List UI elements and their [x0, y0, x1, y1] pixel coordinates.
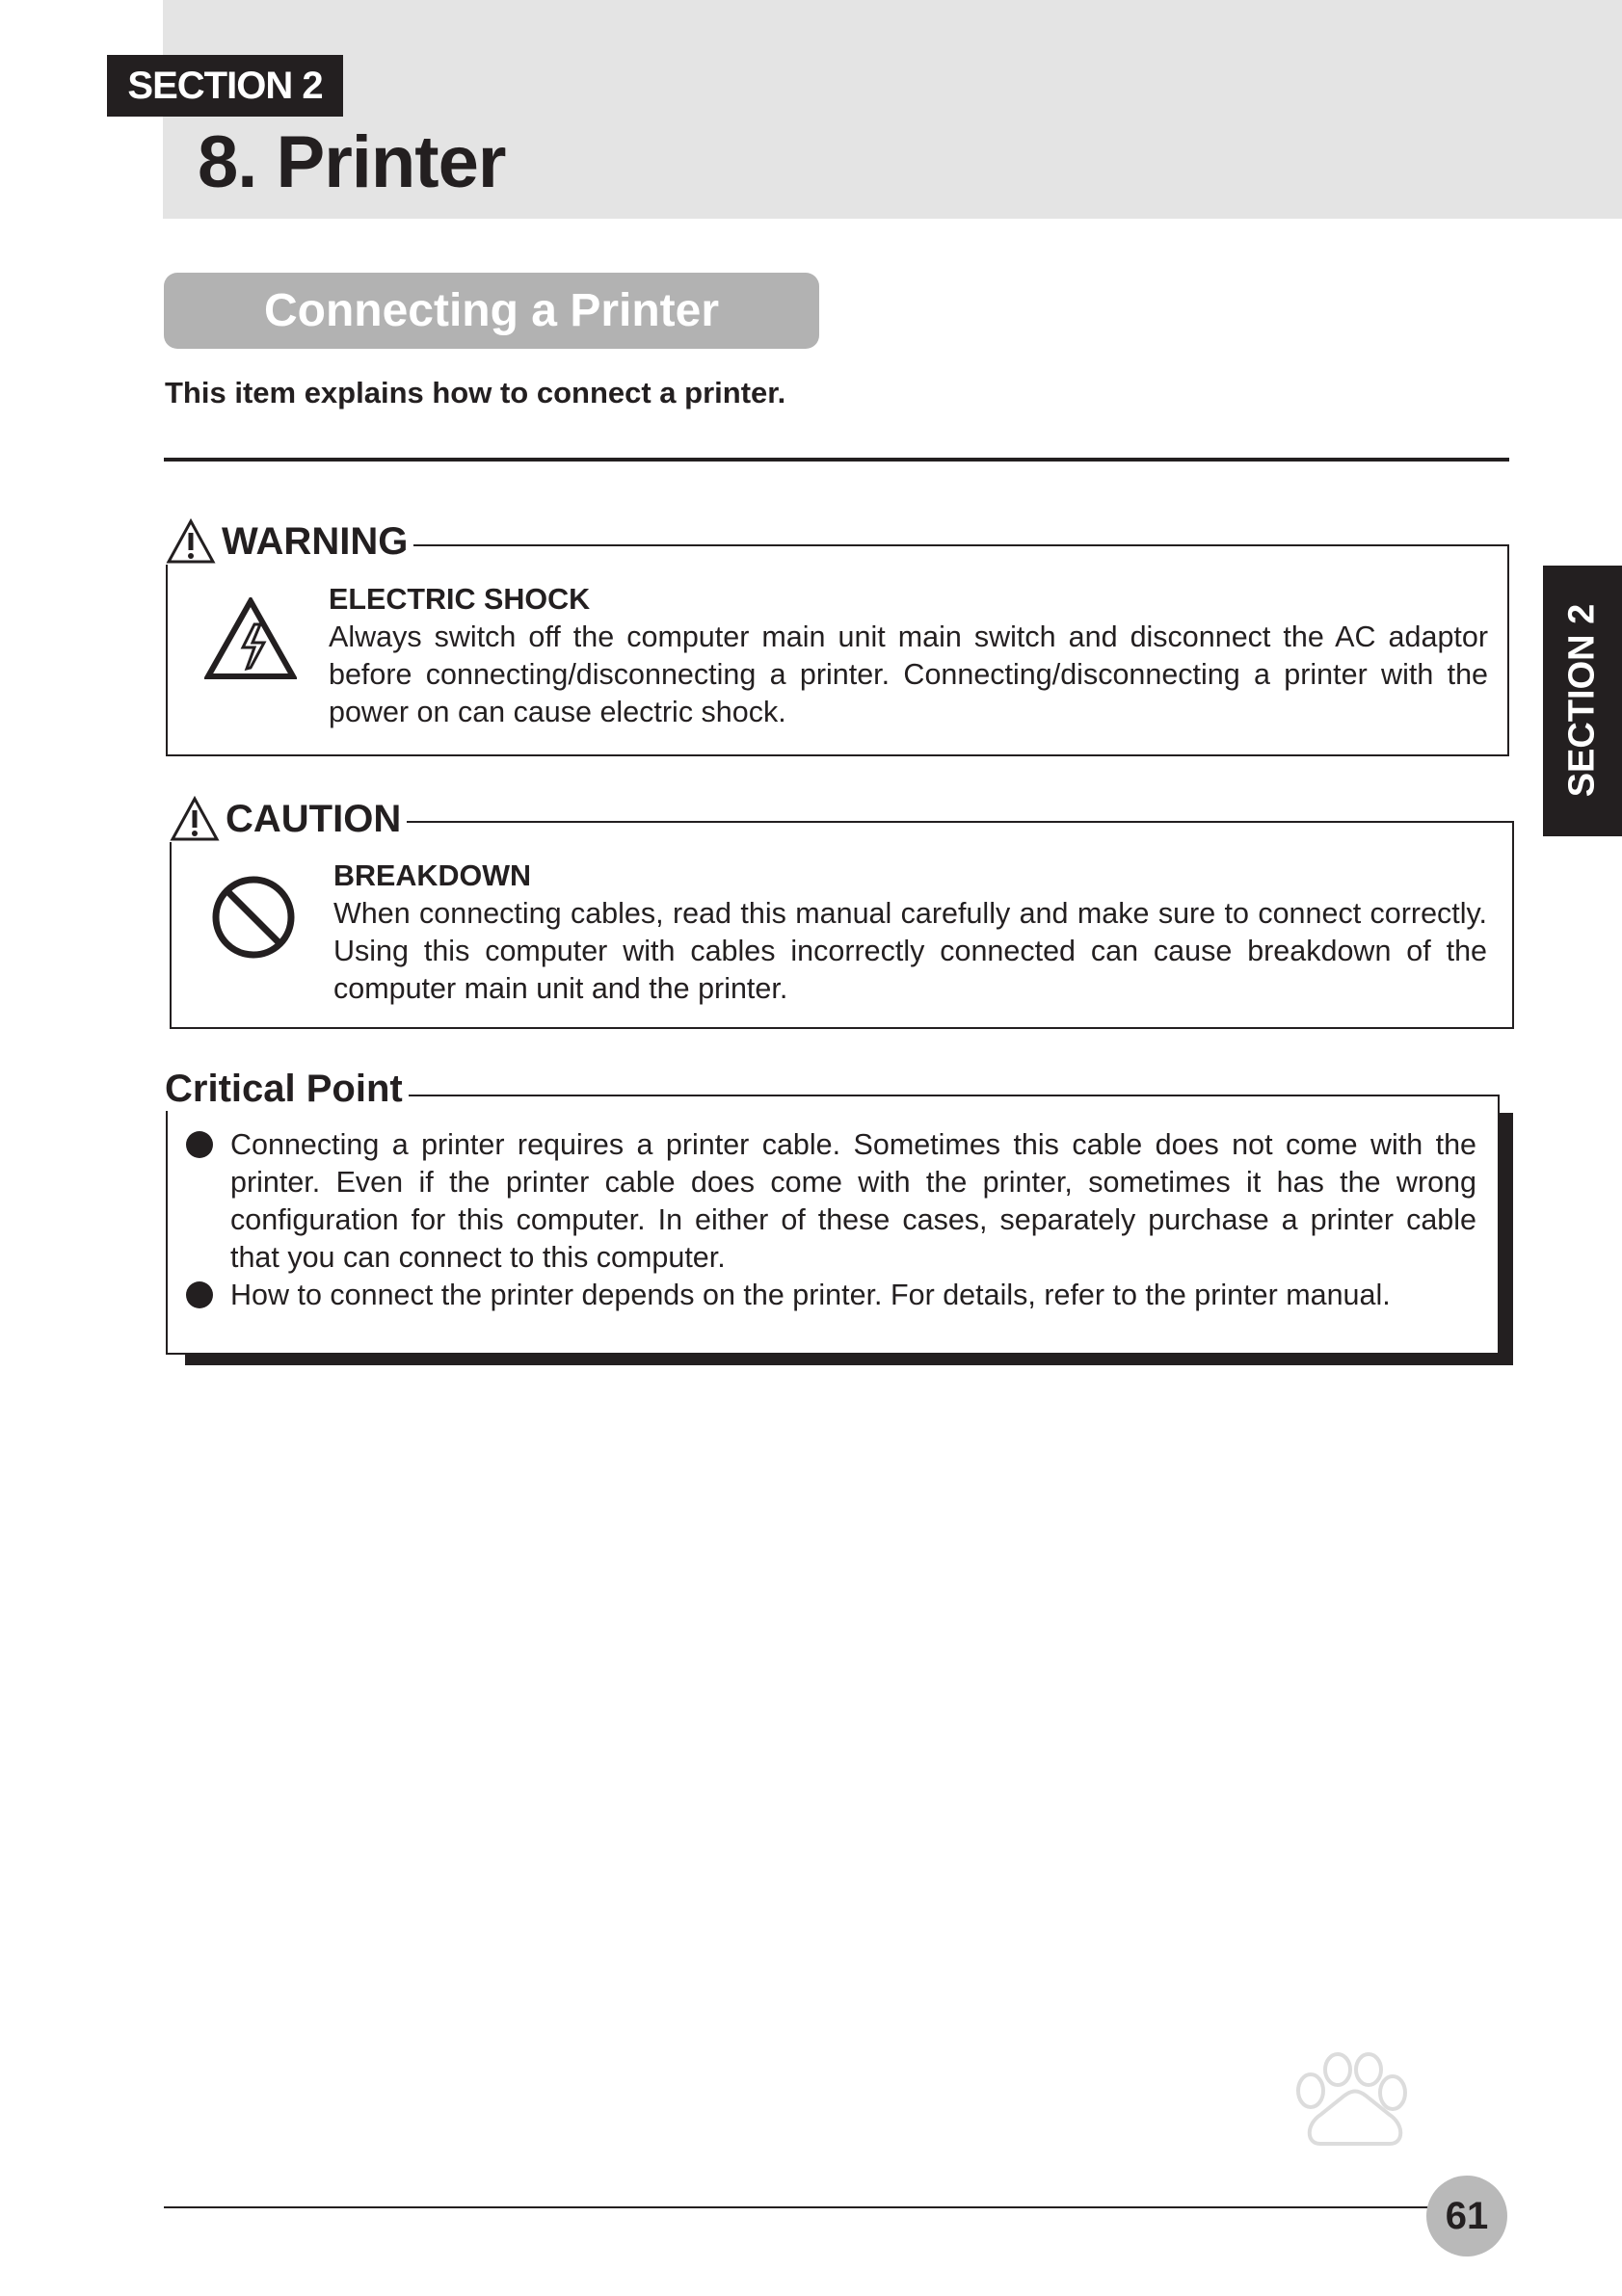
- electric-shock-icon: [204, 597, 297, 680]
- section-label: SECTION 2: [107, 55, 343, 117]
- page-number: 61: [1426, 2176, 1507, 2256]
- bullet-icon: [186, 1281, 213, 1308]
- list-item: [186, 1277, 1476, 1314]
- side-tab-label: SECTION 2: [1561, 603, 1603, 798]
- critical-point-heading: Critical Point: [165, 1068, 409, 1111]
- warning-triangle-icon: [166, 518, 216, 565]
- divider: [164, 458, 1509, 462]
- caution-body: When connecting cables, read this manual carefully and make sure to connect correctly. Using this computer with cables incorrectly connected can cause breakdown of the computer main unit and the printer.: [333, 897, 1487, 1005]
- warning-heading: [166, 518, 413, 565]
- warning-label: WARNING: [222, 519, 409, 563]
- footer-rule: [164, 2206, 1465, 2208]
- list-item-text: Connecting a printer requires a printer cable. Sometimes this cable does not come with the printer. Even if the printer cable does come with the printer, sometimes it has the wrong configuration for this computer. In either of these cases, separately purchase a printer cable that you can connect to this computer.: [230, 1128, 1476, 1274]
- caution-text: [333, 858, 1487, 1008]
- watermark-paw-icon: [1282, 2052, 1417, 2158]
- warning-text: [329, 581, 1488, 731]
- caution-triangle-icon: [170, 796, 220, 842]
- critical-point-list: [186, 1126, 1476, 1314]
- intro-text: This item explains how to connect a printer.: [165, 376, 786, 409]
- section-side-tab: [1543, 566, 1622, 836]
- warning-title: ELECTRIC SHOCK: [329, 583, 591, 616]
- subheading: Connecting a Printer: [164, 273, 819, 349]
- page-title: 8. Printer: [198, 121, 506, 203]
- list-item-text: How to connect the printer depends on the printer. For details, refer to the printer manual.: [230, 1279, 1391, 1311]
- caution-heading: [170, 796, 407, 842]
- warning-body: Always switch off the computer main unit main switch and disconnect the AC adaptor before connecting/disconnecting a printer. Connecting/disconnecting a printer with the power on can cause electric shock.: [329, 620, 1488, 728]
- list-item: [186, 1126, 1476, 1277]
- caution-label: CAUTION: [226, 797, 402, 840]
- prohibited-icon: [211, 875, 296, 960]
- bullet-icon: [186, 1131, 213, 1158]
- caution-title: BREAKDOWN: [333, 859, 532, 892]
